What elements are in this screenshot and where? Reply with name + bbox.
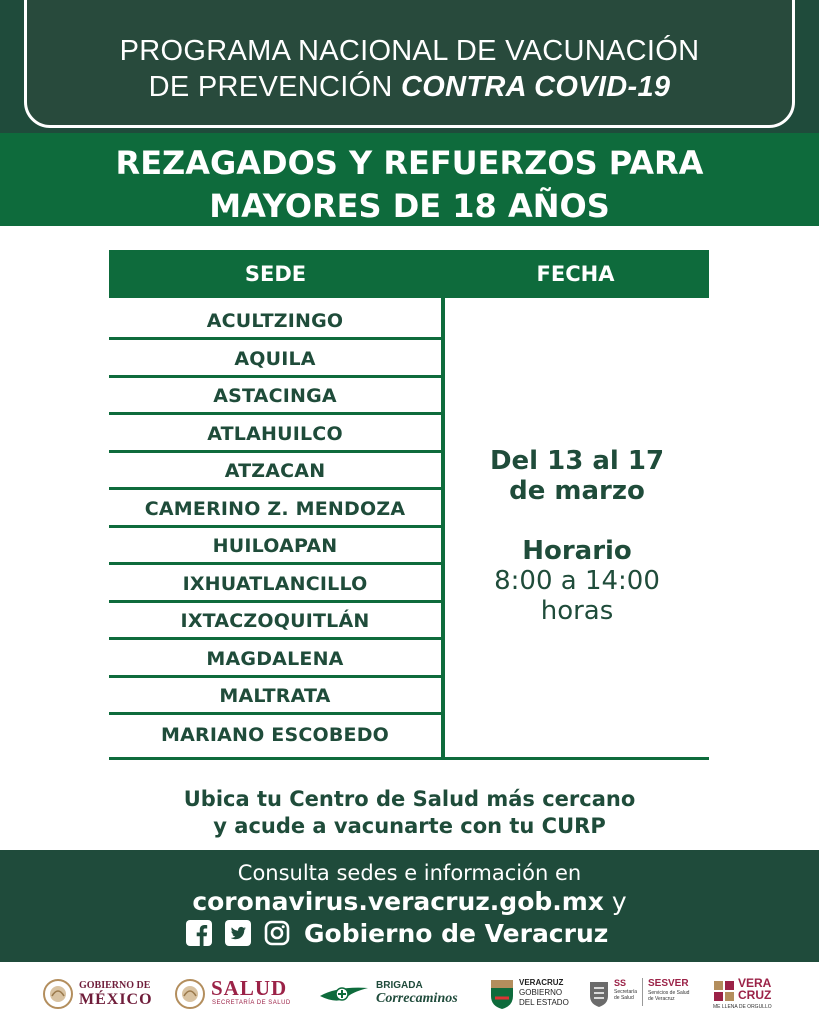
- veracruz-gobierno-logo: [489, 978, 569, 1010]
- sesver-line2: Servicios de Salud: [648, 990, 690, 996]
- instagram-icon[interactable]: [264, 920, 290, 946]
- logo-strip: [0, 962, 819, 1024]
- page-title-line2: MAYORES DE 18 AÑOS: [209, 187, 610, 225]
- vera-line1: VERA: [738, 976, 772, 990]
- fecha-cell: [445, 446, 709, 626]
- table-row: ATLAHUILCO: [109, 415, 441, 453]
- facebook-icon[interactable]: [186, 920, 212, 946]
- vera-line3: ME LLENA DE ORGULLO: [713, 1004, 772, 1010]
- sesver-line1: SESVER: [648, 978, 689, 989]
- ss-sesver-logo: [588, 978, 698, 1010]
- ss-shield-icon: [588, 980, 610, 1008]
- program-title-line2: [24, 69, 795, 105]
- table-row: MARIANO ESCOBEDO: [160, 724, 390, 746]
- horario-value: 8:00 a 14:00: [494, 566, 660, 596]
- brigada-correcaminos-logo: [318, 978, 468, 1010]
- veracruz-shield-icon: [489, 978, 515, 1010]
- page-title: [0, 142, 819, 228]
- salud-seal-icon: [174, 978, 206, 1010]
- cta-line2: y acude a vacunarte con tu CURP: [213, 814, 606, 838]
- gov-social-handle[interactable]: Gobierno de Veracruz: [304, 919, 609, 948]
- brigada-line1: BRIGADA: [376, 980, 423, 991]
- sesver-line3: de Veracruz: [648, 996, 675, 1002]
- ss-line1: SS: [614, 978, 627, 988]
- veracruz-line1: VERACRUZ: [519, 978, 564, 987]
- gob-mexico-line2: MÉXICO: [79, 991, 153, 1008]
- call-to-action: [0, 786, 819, 840]
- table-row: MAGDALENA: [109, 640, 441, 678]
- table-row: CAMERINO Z. MENDOZA: [109, 490, 441, 528]
- orgullo-pattern-icon: [713, 980, 735, 1002]
- table-bottom-rule: [109, 757, 709, 760]
- ss-line3: de Salud: [614, 995, 634, 1001]
- table-row: ACULTZINGO: [109, 302, 441, 340]
- table-row: ASTACINGA: [109, 377, 441, 415]
- ss-line2: Secretaría: [614, 989, 638, 995]
- cta-line1: Ubica tu Centro de Salud más cercano: [183, 787, 636, 811]
- gobierno-mexico-logo: [42, 978, 152, 1010]
- url-line: [0, 887, 819, 917]
- program-title: [24, 33, 795, 105]
- veracruz-line2: GOBIERNO: [519, 988, 563, 997]
- website-link[interactable]: coronavirus.veracruz.gob.mx: [192, 887, 604, 916]
- social-row: [0, 918, 819, 950]
- column-header-sede: SEDE: [244, 262, 307, 286]
- brigada-line2: Correcaminos: [376, 991, 458, 1006]
- table-header: [109, 250, 709, 298]
- veracruz-orgullo-logo: [713, 978, 783, 1010]
- table-row: IXTACZOQUITLÁN: [109, 602, 441, 640]
- url-suffix: y: [603, 887, 627, 916]
- program-title-line1: PROGRAMA NACIONAL DE VACUNACIÓN: [119, 35, 700, 67]
- table-row: HUILOAPAN: [109, 527, 441, 565]
- program-title-plain: DE PREVENCIÓN: [148, 71, 402, 103]
- info-footer: [0, 850, 819, 962]
- salud-line2: SECRETARÍA DE SALUD: [212, 1000, 291, 1006]
- consult-text: Consulta sedes e información en: [237, 861, 582, 885]
- mexico-seal-icon: [42, 978, 74, 1010]
- table-row: ATZACAN: [109, 452, 441, 490]
- page-title-line1: REZAGADOS Y REFUERZOS PARA: [115, 144, 704, 182]
- column-header-fecha: FECHA: [536, 262, 615, 286]
- horario-unit: horas: [540, 596, 614, 626]
- vera-line2: CRUZ: [738, 988, 772, 1002]
- correcaminos-bird-icon: [318, 980, 370, 1010]
- salud-logo: [174, 978, 296, 1010]
- table-row: AQUILA: [109, 340, 441, 378]
- veracruz-line3: DEL ESTADO: [519, 998, 569, 1007]
- program-title-emphasis: CONTRA COVID-19: [401, 71, 671, 103]
- gob-mexico-line1: GOBIERNO DE: [79, 980, 151, 991]
- salud-line1: SALUD: [211, 976, 288, 1000]
- twitter-icon[interactable]: [225, 920, 251, 946]
- table-row: MALTRATA: [109, 677, 441, 715]
- table-row: IXHUATLANCILLO: [109, 565, 441, 603]
- horario-label: Horario: [522, 536, 632, 566]
- date-range-line2: de marzo: [509, 476, 645, 506]
- logo-divider: [642, 978, 643, 1006]
- date-range-line1: Del 13 al 17: [489, 446, 665, 476]
